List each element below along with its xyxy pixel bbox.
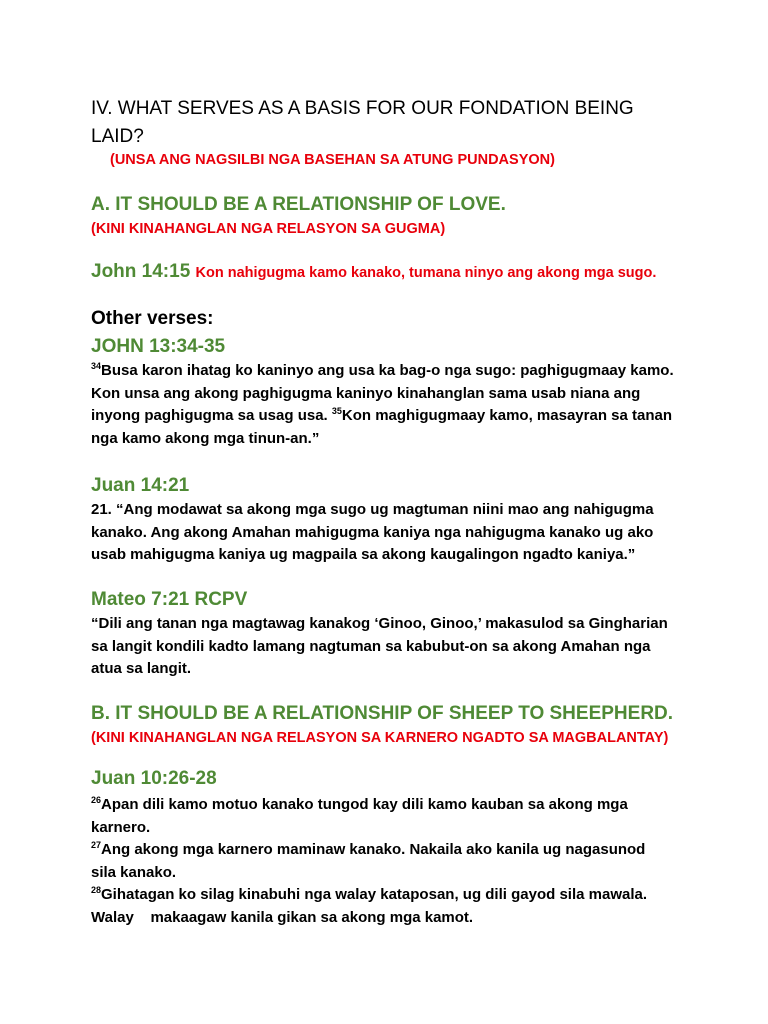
- verse-reference-juan-10: Juan 10:26-28: [91, 768, 217, 789]
- verse-line: $^{34}$Busa karon ihatag ko kaninyo ang usa ka bag-o nga sugo: paghigugmaay kamo.: [91, 361, 674, 379]
- section-a-translation: (KINI KINAHANGLAN NGA RELASYON SA GUGMA): [91, 221, 446, 237]
- section-b-translation: (KINI KINAHANGLAN NGA RELASYON SA KARNERO NGADTO SA MAGBALANTAY): [91, 730, 669, 746]
- verse-line: Kon unsa ang akong paghigugma kaninyo kinahanglan sama usab niana ang: [91, 384, 641, 402]
- verse-body-john-13: [91, 360, 691, 450]
- section-a-main-verse: [91, 261, 656, 283]
- verse-line: “Dili ang tanan nga magtawag kanakog ‘Ginoo, Ginoo,’ makasulod sa Gingharian: [91, 615, 668, 632]
- verse-line: $^{26}$Apan dili kamo motuo kanako tungod kay dili kamo kauban sa akong mga: [91, 795, 628, 813]
- other-verses-label: Other verses:: [91, 308, 214, 329]
- verse-line: usab mahigugma kaniya ug magpaila sa akong kaugalingon ngadto kaniya.”: [91, 546, 636, 563]
- verse-line: kanako. Ang akong Amahan mahigugma kaniya nga nahigugma kanako ug ako: [91, 523, 654, 541]
- verse-reference: John 14:15: [91, 261, 191, 282]
- verse-reference-juan-14: Juan 14:21: [91, 475, 190, 496]
- verse-number: 35: [331, 406, 342, 416]
- verse-number: 27: [91, 840, 102, 850]
- main-heading-translation: (UNSA ANG NAGSILBI NGA BASEHAN SA ATUNG PUNDASYON): [110, 152, 555, 168]
- verse-body-mateo-7: [91, 613, 691, 681]
- verse-reference-john-13: JOHN 13:34-35: [91, 336, 226, 357]
- verse-body-juan-10: [91, 794, 691, 929]
- main-heading: [91, 95, 691, 151]
- verse-line: sa langit kondili kadto lamang nagtuman sa kabubut-on sa akong Amahan nga: [91, 637, 651, 655]
- section-b-title: B. IT SHOULD BE A RELATIONSHIP OF SHEEP TO SHEEPHERD.: [91, 703, 674, 724]
- verse-line: karnero.: [91, 818, 151, 836]
- verse-number: 26: [91, 795, 102, 805]
- verse-line: inyong paghigugma sa usag usa. $^{35}$Kon maghigugmaay kamo, masayran sa tanan: [91, 406, 673, 424]
- verse-number: 28: [91, 885, 102, 895]
- verse-line: sila kanako.: [91, 863, 177, 881]
- verse-reference-mateo-7: Mateo 7:21 RCPV: [91, 589, 248, 610]
- verse-line: $^{28}$Gihatagan ko silag kinabuhi nga walay kataposan, ug dili gayod sila mawala.: [91, 885, 647, 903]
- section-a-title: A. IT SHOULD BE A RELATIONSHIP OF LOVE.: [91, 194, 506, 215]
- verse-number: 34: [91, 361, 102, 371]
- verse-line: nga kamo akong mga tinun-an.”: [91, 429, 320, 447]
- verse-text: Kon nahigugma kamo kanako, tumana ninyo ang akong mga sugo.: [195, 265, 657, 281]
- verse-line: atua sa langit.: [91, 660, 192, 677]
- verse-body-juan-14: [91, 499, 691, 567]
- main-heading-line1: IV. WHAT SERVES AS A BASIS FOR OUR FONDATION BEING: [91, 98, 634, 119]
- verse-line: $^{27}$Ang akong mga karnero maminaw kanako. Nakaila ako kanila ug nagasunod: [91, 840, 646, 858]
- verse-line: 21. “Ang modawat sa akong mga sugo ug magtuman niini mao ang nahigugma: [91, 501, 654, 518]
- main-heading-line2: LAID?: [91, 126, 144, 147]
- verse-line: Walay makaagaw kanila gikan sa akong mga kamot.: [91, 908, 474, 926]
